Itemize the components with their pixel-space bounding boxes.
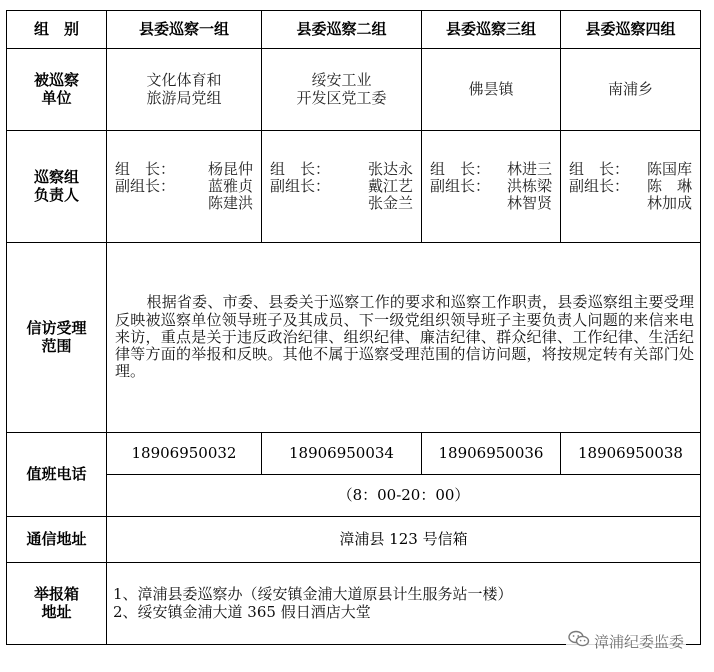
report-box-line-1: 1、漳浦县委巡察办（绥安镇金浦大道原县计生服务站一楼） bbox=[113, 585, 513, 604]
phone-group-3[interactable]: 18906950036 bbox=[422, 433, 561, 475]
group-2-header: 县委巡察二组 bbox=[262, 11, 422, 49]
header-row bbox=[7, 11, 701, 49]
units-row bbox=[7, 49, 701, 131]
inspection-table bbox=[6, 10, 701, 645]
group-4-header: 县委巡察四组 bbox=[561, 11, 701, 49]
scope-label: 信访受理 范围 bbox=[7, 243, 107, 433]
wechat-icon bbox=[568, 630, 590, 652]
phones-row bbox=[7, 433, 701, 475]
unit-group-1: 文化体育和 旅游局党组 bbox=[107, 49, 262, 131]
address-label: 通信地址 bbox=[7, 517, 107, 563]
units-label: 被巡察 单位 bbox=[7, 49, 107, 131]
scope-text: 根据省委、市委、县委关于巡察工作的要求和巡察工作职责，县委巡察组主要受理反映被巡察单位领导班子及其成员、下一级党组织领导班子主要负责人问题的来信来电来访，重点是关于违反政治纪律、组织纪律、廉洁纪律、群众纪律、工作纪律、生活纪律等方面的举报和反映。其他不属于巡察受理范围的信访问题，将按规定转有关部门处理。 bbox=[115, 293, 694, 381]
watermark bbox=[566, 630, 686, 652]
group-3-header: 县委巡察三组 bbox=[422, 11, 561, 49]
address-value: 漳浦县 123 号信箱 bbox=[107, 517, 701, 563]
unit-group-3: 佛昙镇 bbox=[422, 49, 561, 131]
report-box-label: 举报箱 地址 bbox=[7, 563, 107, 645]
hours-row bbox=[7, 475, 701, 517]
leaders-group-3: 组 长： 林进三 副组长： 洪栋梁 林智贤 bbox=[422, 131, 561, 243]
phones-label: 值班电话 bbox=[7, 433, 107, 517]
leaders-label: 巡察组 负责人 bbox=[7, 131, 107, 243]
leaders-group-2: 组 长： 张达永 副组长： 戴江艺 张金兰 bbox=[262, 131, 422, 243]
scope-text-cell bbox=[107, 243, 701, 433]
group-1-header: 县委巡察一组 bbox=[107, 11, 262, 49]
leaders-row bbox=[7, 131, 701, 243]
report-box-line-2: 2、绥安镇金浦大道 365 假日酒店大堂 bbox=[113, 602, 371, 621]
phone-group-2[interactable]: 18906950034 bbox=[262, 433, 422, 475]
phone-group-1[interactable]: 18906950032 bbox=[107, 433, 262, 475]
scope-row bbox=[7, 243, 701, 433]
phone-group-4[interactable]: 18906950038 bbox=[561, 433, 701, 475]
leaders-group-4: 组 长： 陈国库 副组长： 陈 琳 林加成 bbox=[561, 131, 701, 243]
unit-group-2: 绥安工业 开发区党工委 bbox=[262, 49, 422, 131]
unit-group-4: 南浦乡 bbox=[561, 49, 701, 131]
duty-hours: （8：00-20：00） bbox=[107, 475, 701, 517]
group-column-header: 组 别 bbox=[7, 11, 107, 49]
watermark-text: 漳浦纪委监委 bbox=[594, 632, 685, 651]
address-row bbox=[7, 517, 701, 563]
leaders-group-1: 组 长： 杨昆仲 副组长： 蓝雅贞 陈建洪 bbox=[107, 131, 262, 243]
